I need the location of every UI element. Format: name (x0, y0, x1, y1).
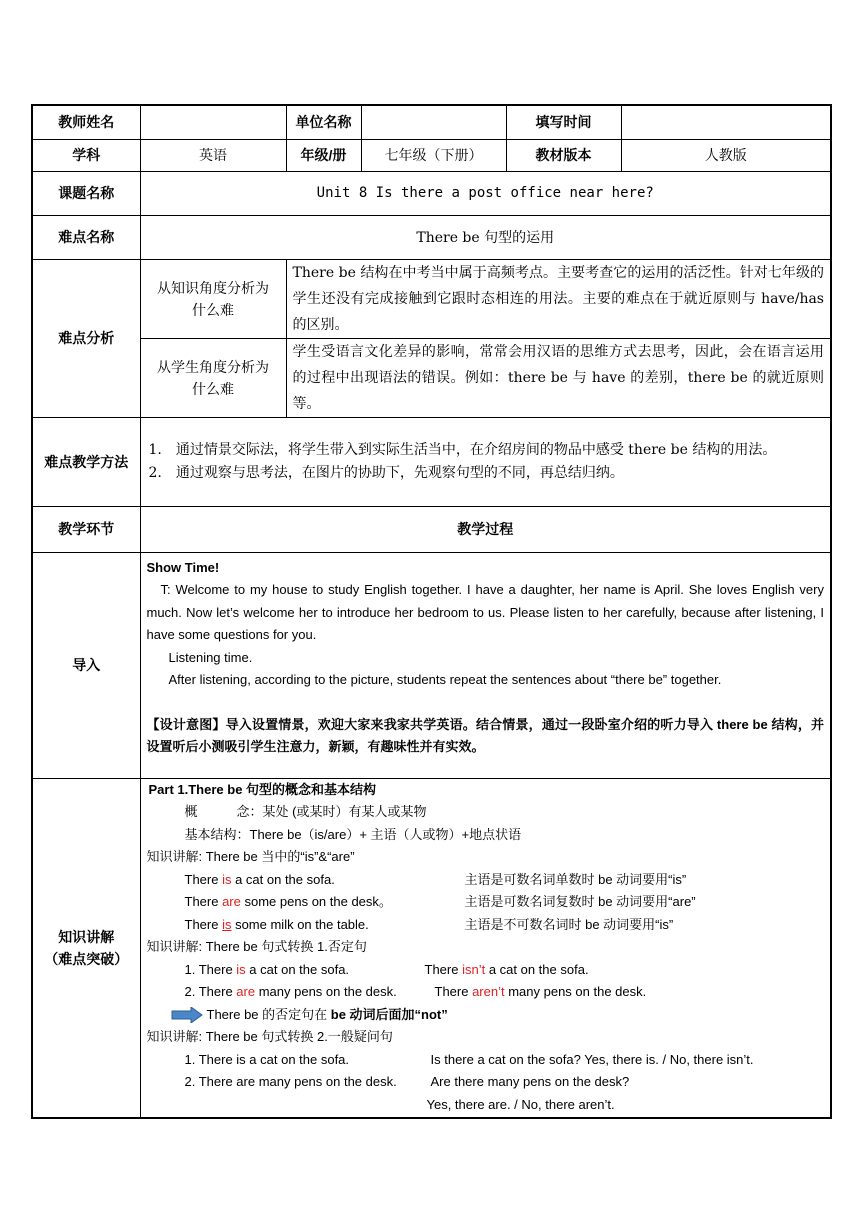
question-row-2 (147, 1071, 825, 1094)
textbook-value: 人教版 (621, 139, 831, 171)
process-label: 教学过程 (140, 506, 831, 552)
question-2: 2. There are many pens on the desk. (184, 1074, 397, 1089)
concept-text: 某处 (或某时）有某人或某物 (262, 804, 427, 819)
structure-text: There be（is/are）+ 主语（人或物）+地点状语 (249, 826, 522, 842)
negative-rule (147, 1004, 825, 1027)
example-row-2 (147, 891, 825, 914)
example-3-end: some milk on the table. (231, 916, 369, 932)
method-item-2: 2. 通过观察与思考法，在图片的协助下，先观察句型的不同，再总结归纳。 (148, 464, 624, 481)
analysis-label: 难点分析 (32, 259, 140, 417)
subject-value: 英语 (140, 139, 286, 171)
intro-design-intent: 【设计意图】导入设置情景，欢迎大家来我家共学英语。结合情景，通过一段卧室介绍的听力导入 there be 结构，并设置听后小测吸引学生注意力，新颖，有趣味性并有实效。 (146, 716, 824, 754)
structure-label: 基本结构： (184, 826, 250, 842)
explain-question: 知识讲解: There be 句式转换 2.一般疑问句 (146, 1029, 393, 1044)
example-2-end: some pens on the desk。 (240, 894, 392, 909)
intro-after-listening: After listening, according to the picture, students repeat the sentences about “there be” together. (168, 672, 722, 687)
textbook-label: 教材版本 (506, 139, 621, 171)
topic-row (32, 171, 831, 215)
intro-listening: Listening time. (168, 649, 253, 665)
intro-row (32, 552, 831, 778)
lesson-plan-table (31, 104, 832, 1119)
example-2-verb: are (222, 894, 241, 909)
grade-label: 年级/册 (286, 139, 361, 171)
method-item-1: 1. 通过情景交际法，将学生带入到实际生活当中，在介绍房间的物品中感受 there be 结构的用法。 (148, 441, 777, 458)
subject-label: 学科 (32, 139, 140, 171)
teacher-name-label: 教师姓名 (32, 105, 140, 139)
example-3-note: 主语是不可数名词时 be 动词要用“is” (464, 916, 674, 932)
unit-value (361, 105, 506, 139)
question-row-1 (147, 1049, 825, 1072)
question-2-answer: Yes, there are. / No, there aren’t. (426, 1096, 615, 1112)
example-row-1 (147, 869, 825, 892)
explain-negative: 知识讲解: There be 句式转换 1.否定句 (146, 939, 367, 954)
fill-time-value (621, 105, 831, 139)
part-title: Part 1.There be 句型的概念和基本结构 (148, 781, 377, 797)
neg-1-result-verb: isn’t (462, 961, 486, 977)
example-2-note: 主语是可数名词复数时 be 动词要用“are” (464, 894, 696, 909)
teacher-name-value (140, 105, 286, 139)
difficulty-value: There be 句型的运用 (140, 215, 831, 259)
negative-row-2 (147, 981, 825, 1004)
question-1: 1. There is a cat on the sofa. (184, 1051, 350, 1067)
neg-1-start: 1. There (184, 961, 237, 977)
example-1-end: a cat on the sofa. (231, 871, 335, 887)
neg-1-result-start: There (424, 961, 463, 977)
neg-1-end: a cat on the sofa. (245, 961, 350, 977)
neg-1-result-end: a cat on the sofa. (485, 961, 589, 977)
student-angle-text: 学生受语言文化差异的影响，常常会用汉语的思维方式去思考，因此，会在语言运用的过程中出现语法的错误。例如：there be 与 have 的差别，there be 的就近原则等。 (286, 338, 831, 417)
neg-2-result-start: There (434, 984, 473, 999)
neg-2-verb: are (236, 984, 256, 999)
info-row-1 (32, 105, 831, 139)
process-header-row (32, 506, 831, 552)
knowledge-label: 知识讲解 (58, 928, 115, 945)
process-stage-label: 教学环节 (32, 506, 140, 552)
rule-emphasis: be 动词后面加“not” (330, 1006, 448, 1022)
example-1-start: There (184, 871, 223, 887)
question-2-result: Are there many pens on the desk? (430, 1074, 630, 1089)
neg-2-start: 2. There (184, 984, 237, 999)
explain-is-are: 知识讲解: There be 当中的“is”&“are” (146, 849, 355, 864)
right-arrow-icon (171, 1007, 203, 1023)
topic-label: 课题名称 (32, 171, 140, 215)
negative-row-1 (147, 959, 825, 982)
methods-row (32, 417, 831, 506)
knowledge-angle-text: There be 结构在中考当中属于高频考点。主要考查它的运用的活泛性。针对七年级的学生还没有完成接触到它跟时态相连的用法。主要的难点在于就近原则与 have/has 的区别。 (286, 259, 831, 338)
unit-label: 单位名称 (286, 105, 361, 139)
topic-value: Unit 8 Is there a post office near here? (140, 171, 831, 215)
example-1-note: 主语是可数名词单数时 be 动词要用“is” (464, 871, 687, 887)
question-1-result: Is there a cat on the sofa? Yes, there is. / No, there isn’t. (430, 1051, 754, 1067)
knowledge-sublabel: （难点突破） (44, 950, 129, 967)
concept-label: 概 念： (184, 804, 263, 819)
grade-value: 七年级（下册） (361, 139, 506, 171)
intro-label: 导入 (32, 552, 140, 778)
rule-start: There be 的否定句在 (206, 1006, 331, 1022)
difficulty-label: 难点名称 (32, 215, 140, 259)
example-row-3 (147, 914, 825, 937)
knowledge-row (32, 778, 831, 1118)
intro-title: Show Time! (146, 559, 220, 575)
student-angle-label: 从学生角度分析为什么难 (140, 338, 286, 417)
difficulty-row (32, 215, 831, 259)
example-1-verb: is (222, 871, 232, 887)
example-3-start: There (184, 916, 223, 932)
neg-2-end: many pens on the desk. (255, 984, 397, 999)
knowledge-angle-label: 从知识角度分析为什么难 (140, 259, 286, 338)
neg-1-verb: is (236, 961, 246, 977)
info-row-2 (32, 139, 831, 171)
analysis-row-2 (32, 338, 831, 417)
methods-label: 难点教学方法 (32, 417, 140, 506)
intro-teacher-text: T: Welcome to my house to study English together. I have a daughter, her name is April. She loves English very much. Now let’s welcome her to introduce her bedroom to us. Please listen to her carefully, because after listening, I have some questions for you. (146, 582, 824, 642)
example-2-start: There (184, 894, 223, 909)
neg-2-result-end: many pens on the desk. (504, 984, 647, 999)
fill-time-label: 填写时间 (506, 105, 621, 139)
analysis-row-1 (32, 259, 831, 338)
neg-2-result-verb: aren’t (472, 984, 505, 999)
example-3-verb: is (222, 916, 232, 932)
